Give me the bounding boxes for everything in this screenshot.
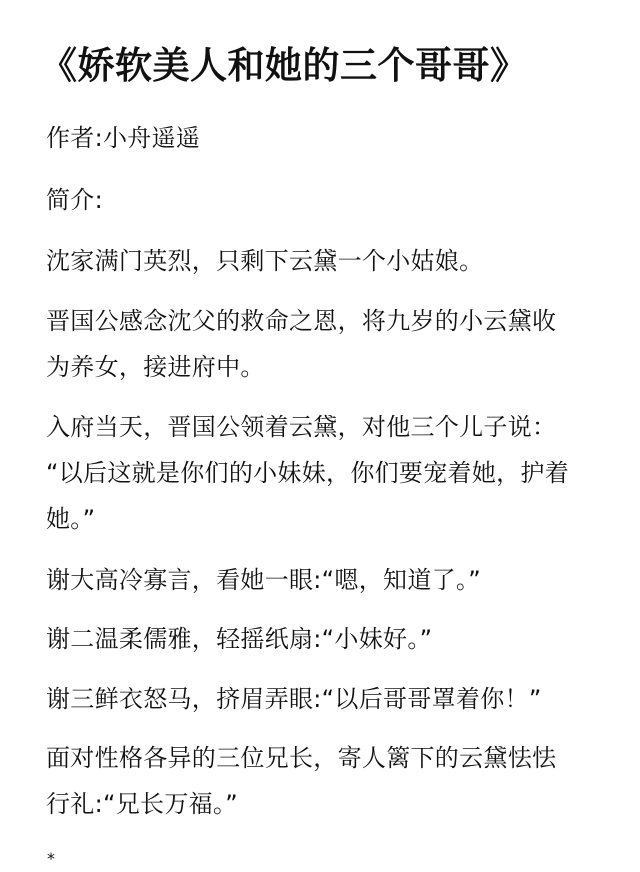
paragraph-line: 谢二温柔儒雅，轻摇纸扇:“小妹好。” (46, 625, 433, 653)
paragraph-line: “以后这就是你们的小妹妹，你们要宠着她，护着 (46, 459, 570, 487)
paragraph-line: 晋国公感念沈父的救命之恩，将九岁的小云黛收 (46, 307, 557, 335)
paragraph-line: 面对性格各异的三位兄长，寄人篱下的云黛怯怯 (46, 744, 557, 772)
paragraph-line: 谢三鲜衣怒马，挤眉弄眼:“以后哥哥罩着你！” (46, 685, 542, 713)
paragraph-line: 入府当天，晋国公领着云黛，对他三个儿子说： (46, 413, 557, 441)
author-line: 作者:小舟遥遥 (46, 124, 201, 152)
paragraph-line: 为养女，接进府中。 (46, 353, 265, 381)
intro-label: 简介: (46, 186, 103, 214)
book-title: 《娇软美人和她的三个哥哥》 (40, 44, 528, 87)
paragraph-line: 沈家满门英烈，只剩下云黛一个小姑娘。 (46, 247, 484, 275)
paragraph-line: 她。” (46, 505, 96, 533)
paragraph-line: 谢大高冷寡言，看她一眼:“嗯，知道了。” (46, 566, 481, 594)
paragraph-line: 行礼:“兄长万福。” (46, 790, 238, 818)
section-separator: * (47, 849, 55, 868)
